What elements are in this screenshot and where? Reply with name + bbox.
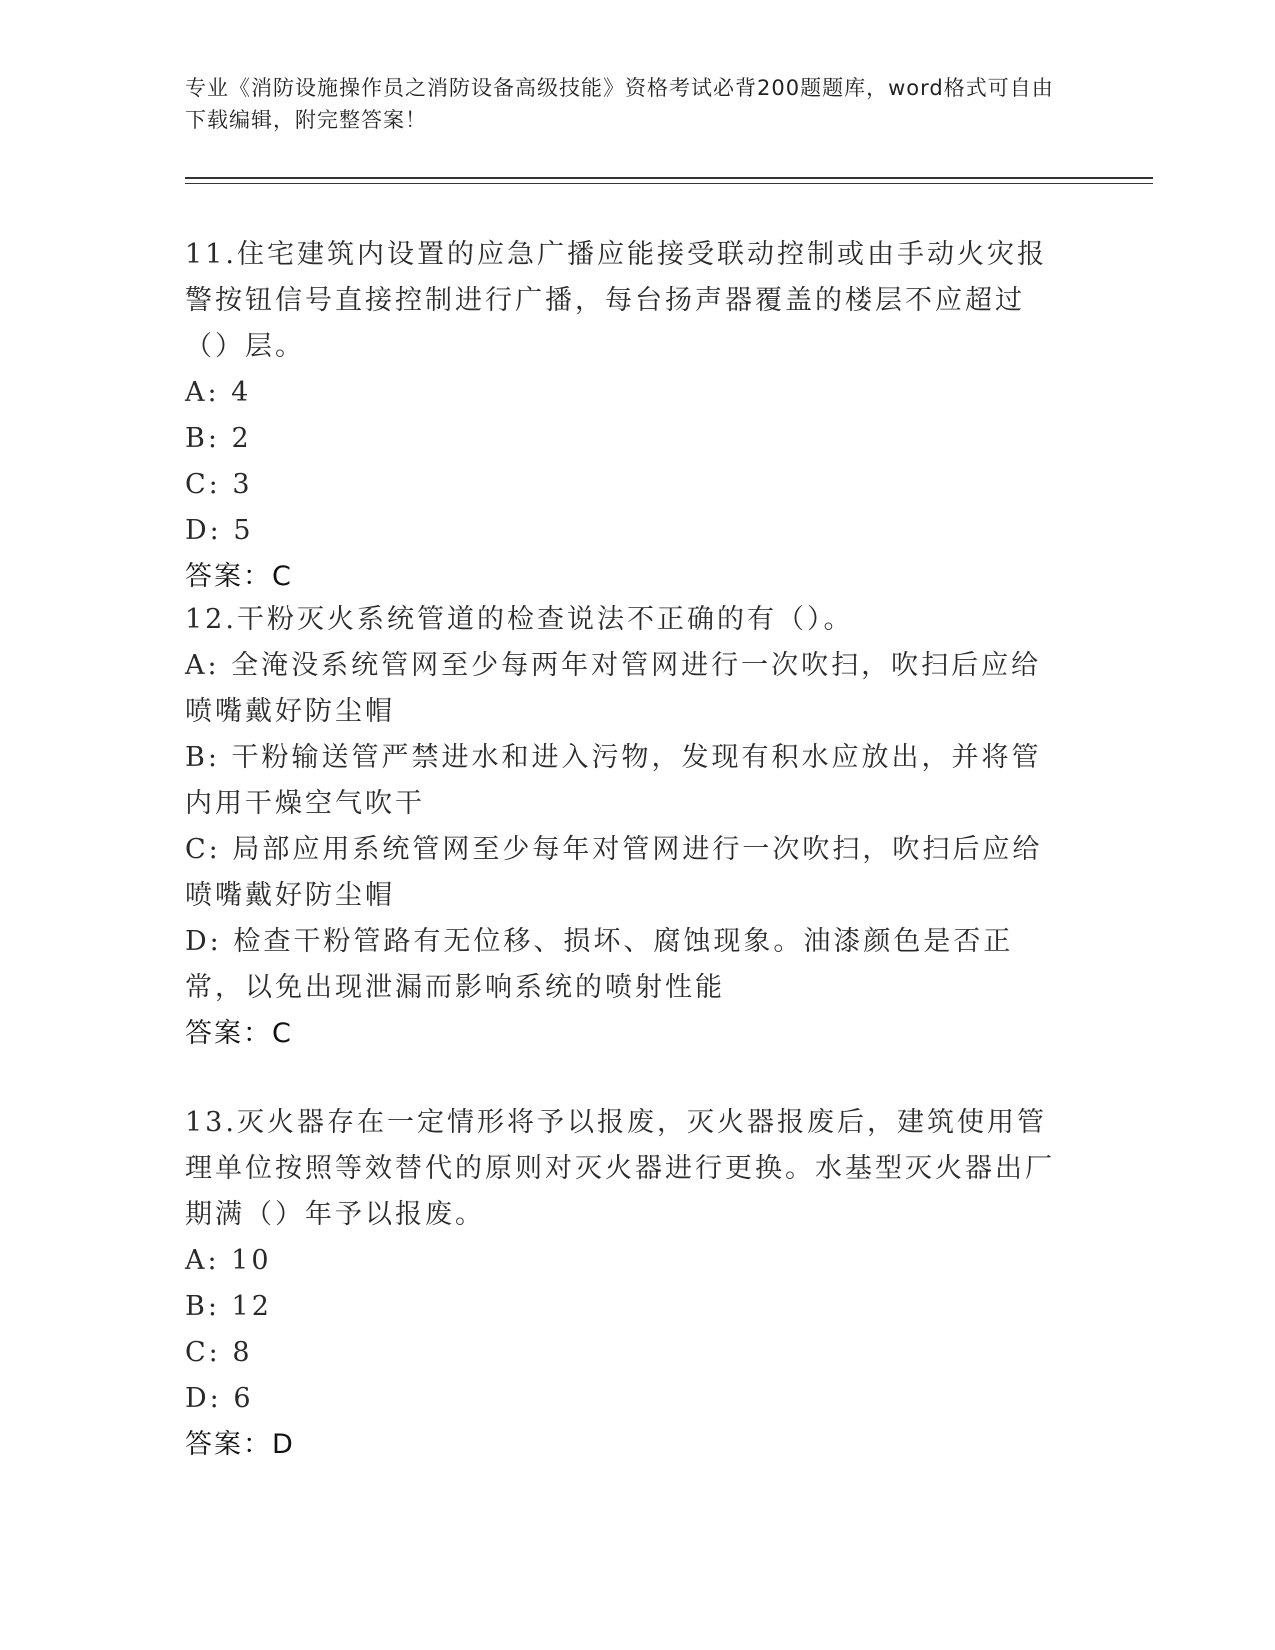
- question-12: [185, 597, 1065, 1057]
- answer: 答案：D: [185, 1429, 295, 1460]
- answer: 答案：C: [185, 1018, 293, 1049]
- question-stem: 13.灭火器存在一定情形将予以报废，灭火器报废后，建筑使用管理单位按照等效替代的原则对灭火器进行更换。水基型灭火器出厂期满（）年予以报废。: [185, 1107, 1055, 1230]
- header-divider-bottom: [185, 183, 1153, 184]
- header-divider-top: [185, 177, 1153, 179]
- answer: 答案：C: [185, 561, 293, 592]
- document-header: 专业《消防设施操作员之消防设备高级技能》资格考试必背200题题库，word格式可自由下载编辑，附完整答案！: [185, 76, 1054, 132]
- option-a: A: 4: [185, 377, 252, 408]
- question-13: [185, 1100, 1065, 1468]
- option-d: D: 检查干粉管路有无位移、损坏、腐蚀现象。油漆颜色是否正常，以免出现泄漏而影响系统的喷射性能: [185, 926, 1014, 1003]
- question-11: [185, 232, 1065, 600]
- option-c: C: 局部应用系统管网至少每年对管网进行一次吹扫，吹扫后应给喷嘴戴好防尘帽: [185, 834, 1043, 911]
- option-d: D: 5: [185, 515, 254, 546]
- option-c: C: 8: [185, 1337, 253, 1368]
- option-a: A: 10: [185, 1245, 272, 1276]
- option-b: B: 2: [185, 423, 252, 454]
- option-a: A: 全淹没系统管网至少每两年对管网进行一次吹扫，吹扫后应给喷嘴戴好防尘帽: [185, 650, 1042, 727]
- option-b: B: 12: [185, 1291, 272, 1322]
- option-d: D: 6: [185, 1383, 254, 1414]
- question-stem: 12.干粉灭火系统管道的检查说法不正确的有（）。: [185, 604, 854, 635]
- question-stem: 11.住宅建筑内设置的应急广播应能接受联动控制或由手动火灾报警按钮信号直接控制进行广播，每台扬声器覆盖的楼层不应超过（）层。: [185, 239, 1047, 362]
- option-c: C: 3: [185, 469, 253, 500]
- option-b: B: 干粉输送管严禁进水和进入污物，发现有积水应放出，并将管内用干燥空气吹干: [185, 742, 1042, 819]
